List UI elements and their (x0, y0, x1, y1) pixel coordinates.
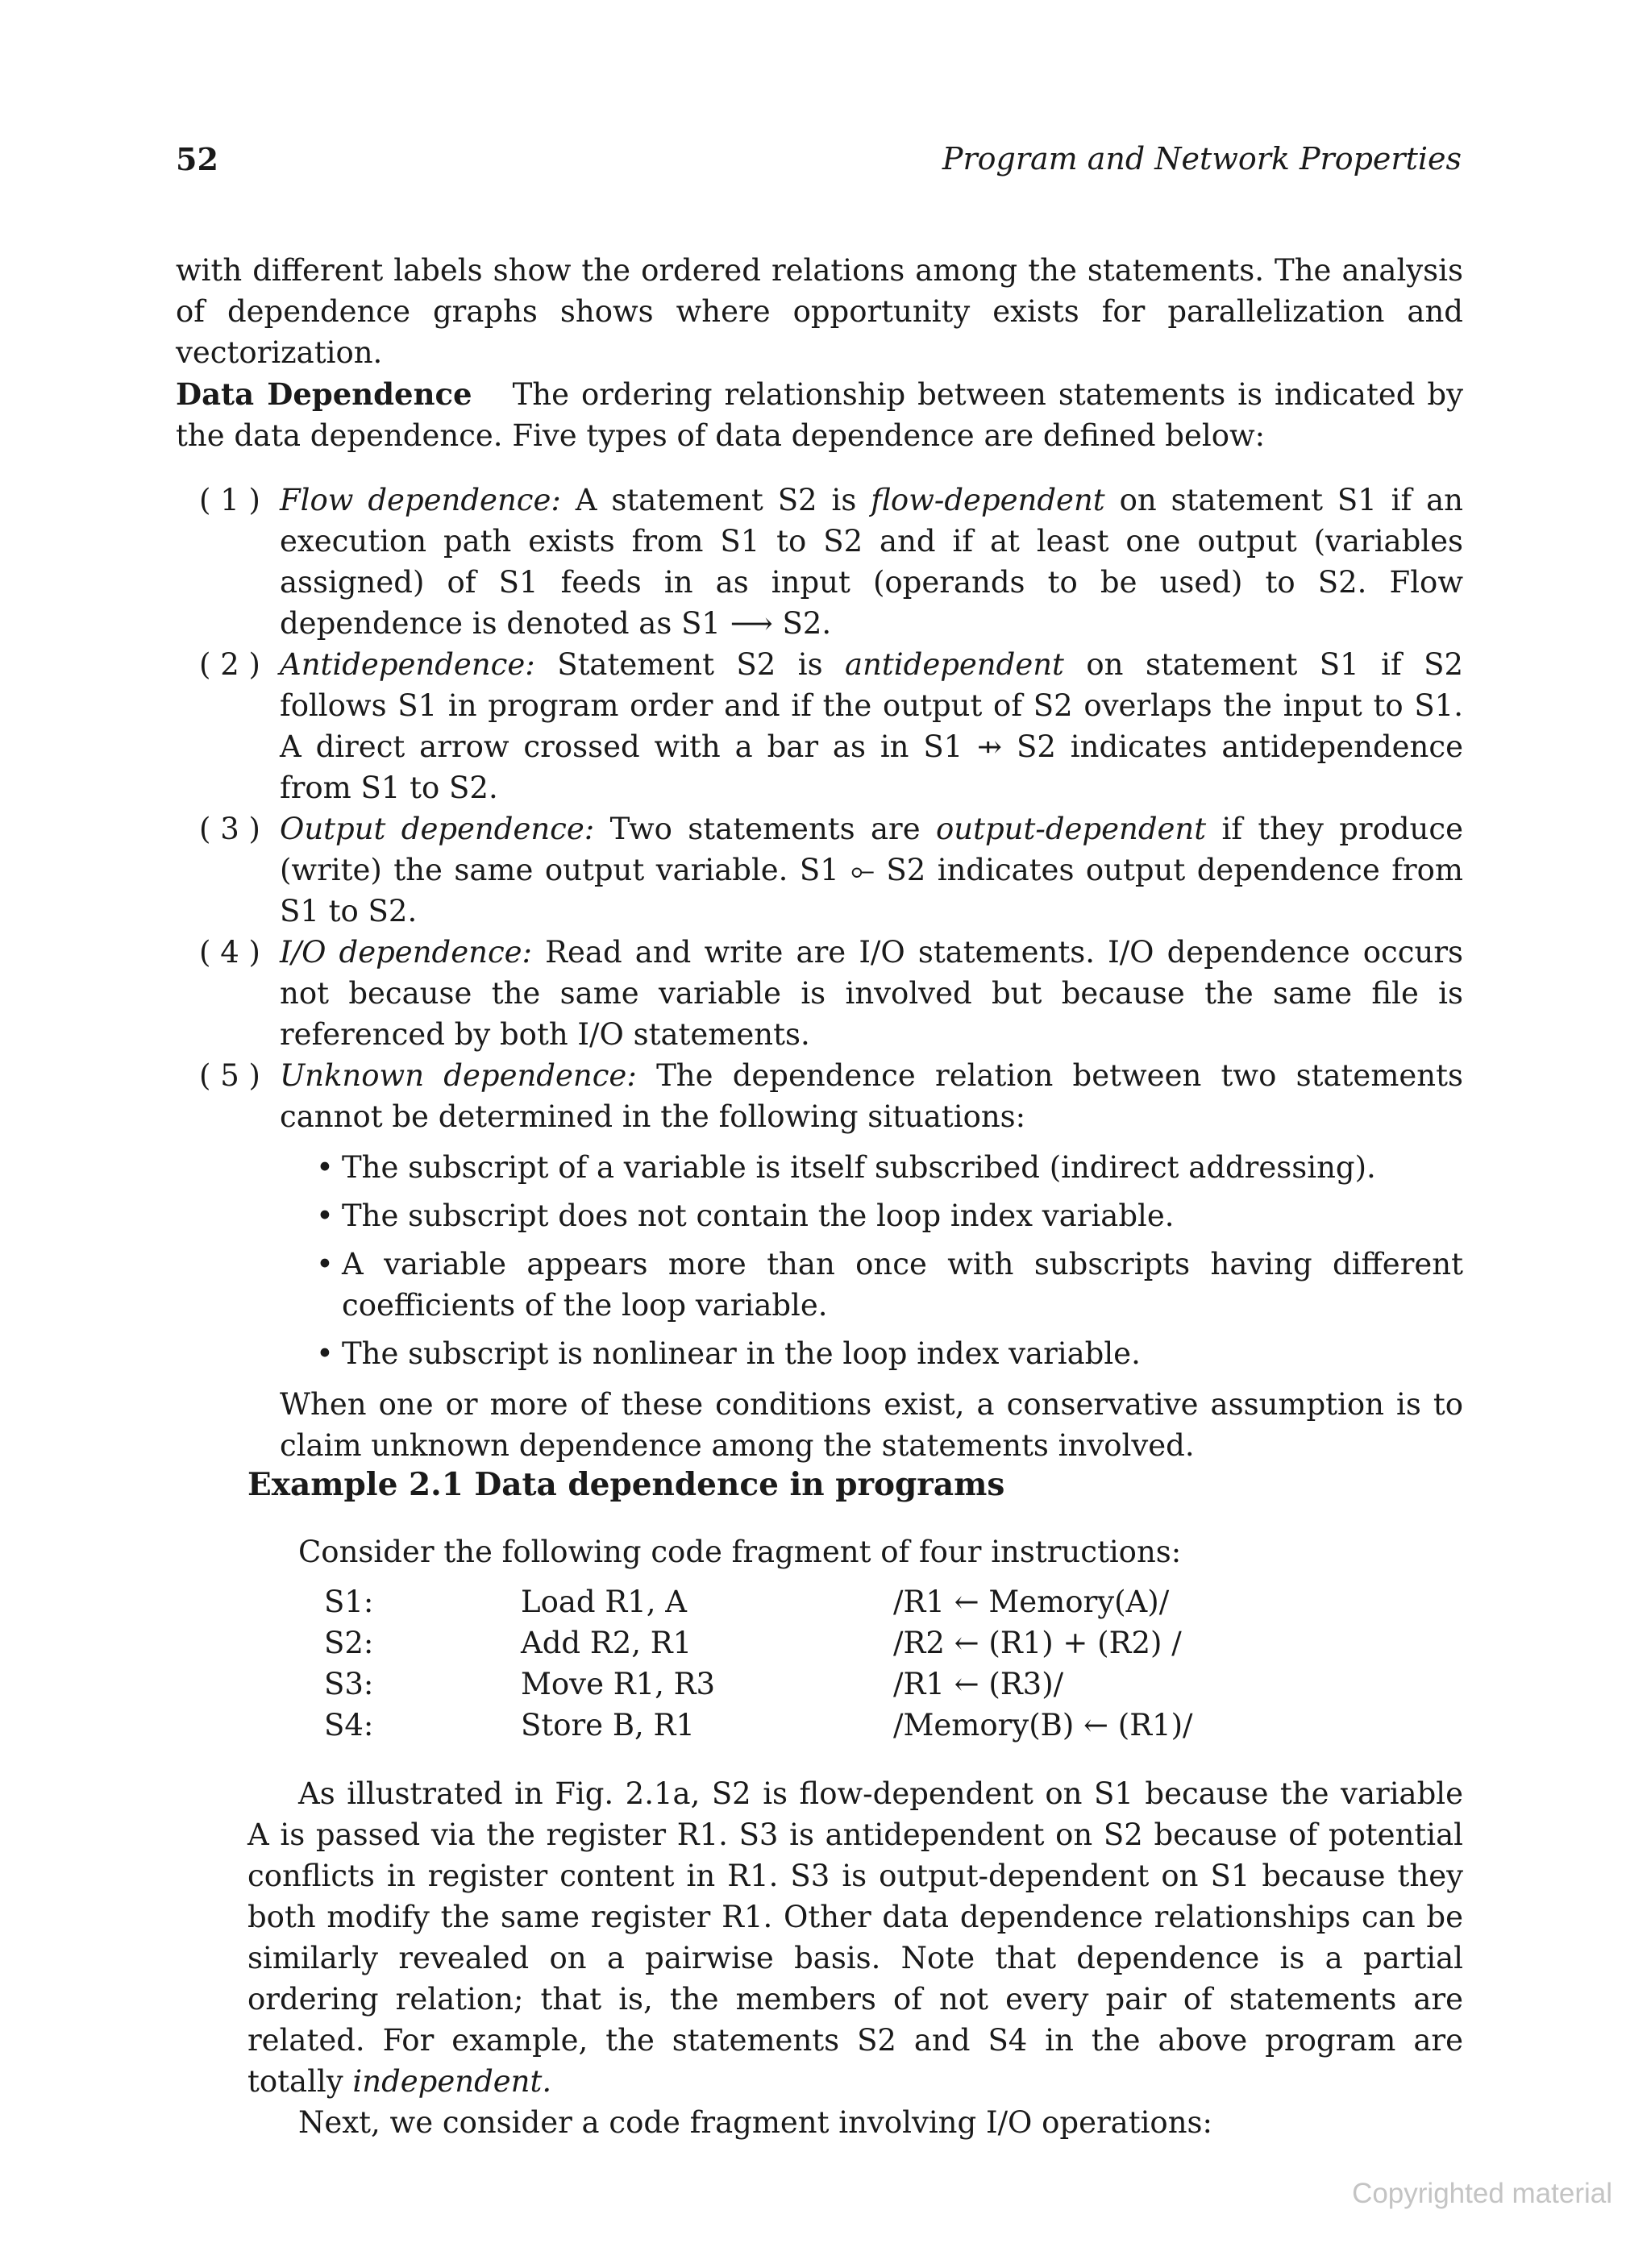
item-keyword: output-dependent (935, 812, 1207, 846)
instruction: Move R1, R3 (521, 1667, 716, 1701)
running-title: Program and Network Properties (942, 141, 1462, 177)
list-item (199, 480, 1463, 644)
analysis-paragraph (247, 1773, 1463, 2102)
page-number: 52 (176, 141, 218, 177)
item-term: Output dependence: (280, 812, 595, 846)
example-intro: Consider the following code fragment of four instructions: (298, 1535, 1182, 1569)
code-comment: /R1 ← (R3)/ (893, 1667, 1064, 1701)
item-body-cont: on statement S1 if S2 follows S1 in program order and if the output of S2 overlaps the input to S1. A direct arrow crossed with a bar as in S1 ⇸ S2 indicates antidependence from S1 to S2. (280, 647, 1464, 805)
section-text: The ordering relationship between statements is indicated by the data dependence. Five types of data dependence are defined below: (176, 377, 1463, 453)
item-number: ( 3 ) (199, 812, 260, 846)
analysis-text: As illustrated in Fig. 2.1a, S2 is flow-dependent on S1 because the variable A is passed via the register R1. S3 is antidependent on S2 because of potential conflicts in register content in R1. S3 is output-dependent on S1 because they both modify the same register R1. Other data dependence relationships can be similarly revealed on a pairwise basis. Note that dependence is a partial ordering relation; that is, the members of not every pair of statements are related. For example, the statements S2 and S4 in the above program are totally (247, 1776, 1463, 2099)
statement-label: S3: (324, 1667, 374, 1701)
bullet-text: The subscript does not contain the loop index variable. (342, 1198, 1175, 1233)
item-text (280, 932, 1463, 1055)
item-keyword: flow-dependent (871, 483, 1105, 517)
item-number: ( 1 ) (199, 483, 260, 517)
list-item (199, 808, 1463, 932)
item-term: Flow dependence: (280, 483, 561, 517)
bullet-marker: • (316, 1198, 334, 1233)
example-analysis (247, 1773, 1463, 2143)
list-item (199, 932, 1463, 1055)
list-item (199, 1055, 1463, 1466)
code-comment: /Memory(B) ← (R1)/ (893, 1708, 1193, 1743)
statement-label: S4: (324, 1708, 374, 1743)
bullet-list (280, 1147, 1463, 1374)
example-title: Example 2.1 Data dependence in programs (247, 1466, 1005, 1503)
item-body: A statement S2 is (575, 483, 857, 517)
item-term: I/O dependence: (280, 935, 533, 970)
code-comment: /R2 ← (R1) + (R2) / (893, 1626, 1182, 1660)
bullet-text: The subscript is nonlinear in the loop index variable. (342, 1336, 1141, 1371)
item-body: The dependence relation between two statements cannot be determined in the following situations: (280, 1058, 1463, 1134)
bullet-marker: • (316, 1150, 334, 1185)
item-term: Unknown dependence: (280, 1058, 637, 1093)
dependence-types-list (199, 480, 1463, 1466)
code-comment: /R1 ← Memory(A)/ (893, 1585, 1170, 1619)
item-text (280, 644, 1463, 808)
bullet-marker: • (316, 1247, 334, 1281)
intro-paragraph: with different labels show the ordered relations among the statements. The analysis of dependence graphs shows where opportunity exists for parallelization and vectorization. (176, 253, 1463, 370)
code-row (324, 1581, 1193, 1622)
item-body-cont: if they produce (write) the same output variable. S1 ⟜ S2 indicates output dependence from S1 to S2. (280, 812, 1463, 928)
bullet-item (316, 1333, 1463, 1374)
item-text (280, 1055, 1463, 1137)
item-number: ( 2 ) (199, 647, 260, 682)
next-paragraph: Next, we consider a code fragment involving I/O operations: (298, 2105, 1212, 2140)
analysis-keyword: independent. (352, 2064, 552, 2099)
bullet-item (316, 1147, 1463, 1188)
bullet-item (316, 1195, 1463, 1236)
statement-label: S1: (324, 1585, 374, 1619)
bullet-item (316, 1244, 1463, 1326)
copyright-watermark: Copyrighted material (1352, 2178, 1612, 2209)
item-keyword: antidependent (845, 647, 1064, 682)
bullet-text: A variable appears more than once with subscripts having different coefficients of the loop variable. (342, 1247, 1463, 1323)
code-listing (324, 1581, 1193, 1746)
item-number: ( 5 ) (199, 1058, 260, 1093)
instruction: Store B, R1 (521, 1708, 695, 1743)
list-item (199, 644, 1463, 808)
statement-label: S2: (324, 1626, 374, 1660)
bullet-text: The subscript of a variable is itself subscribed (indirect addressing). (342, 1150, 1376, 1185)
code-row (324, 1622, 1193, 1664)
instruction: Add R2, R1 (521, 1626, 692, 1660)
item-body: Statement S2 is (557, 647, 823, 682)
data-dependence-paragraph (176, 374, 1463, 456)
item-number: ( 4 ) (199, 935, 260, 970)
conclusion-text: When one or more of these conditions exist, a conservative assumption is to claim unknown dependence among the statements involved. (280, 1387, 1463, 1463)
item-term: Antidependence: (280, 647, 535, 682)
item-text (280, 480, 1463, 644)
item-text (280, 808, 1463, 932)
bullet-marker: • (316, 1336, 334, 1371)
instruction: Load R1, A (521, 1585, 687, 1619)
item-body-cont: on statement S1 if an execution path exists from S1 to S2 and if at least one output (variables assigned) of S1 feeds in as input (operands to be used) to S2. Flow dependence is denoted as S1 ⟶ S2. (280, 483, 1464, 641)
code-row (324, 1705, 1193, 1746)
code-row (324, 1664, 1193, 1705)
section-heading: Data Dependence (176, 376, 472, 412)
item-body: Read and write are I/O statements. I/O dependence occurs not because the same variable is involved but because the same file is referenced by both I/O statements. (280, 935, 1463, 1052)
item-body: Two statements are (609, 812, 921, 846)
